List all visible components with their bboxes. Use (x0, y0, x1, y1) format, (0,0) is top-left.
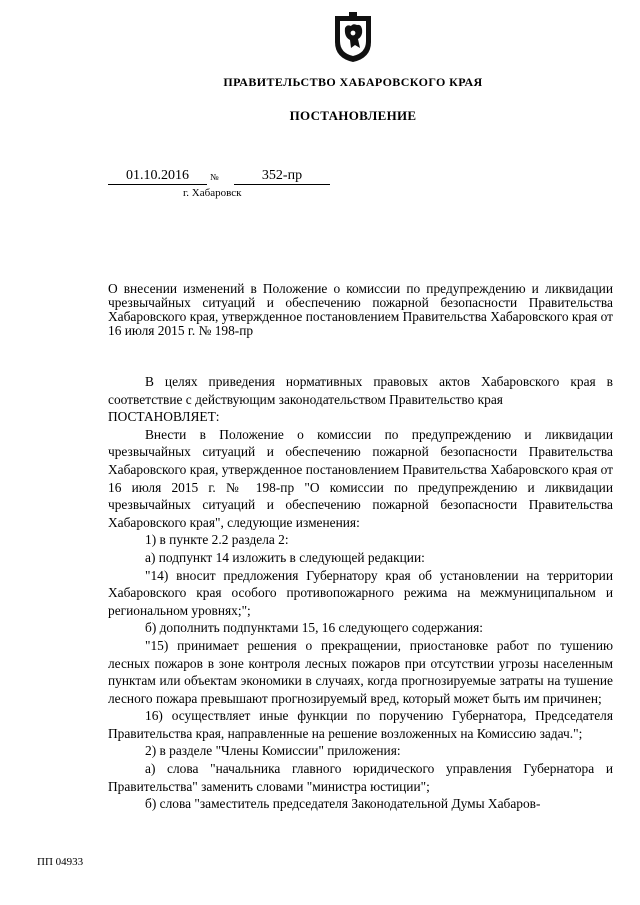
paragraph: "15) принимает решения о прекращении, приостановке работ по тушению лесных пожаров в зоне контроля лесных пожаров при отсутствии угрозы населенным пунктам или объектам экономики в случаях, когда прогнозируемые затраты на тушение лесного пожара превышают прогнозируемый вред, который может быть им причинен; (108, 637, 613, 706)
paragraph: а) подпункт 14 изложить в следующей редакции: (145, 549, 425, 565)
document-number: 352-пр (234, 167, 330, 185)
paragraph: 2) в разделе "Члены Комиссии" приложения: (145, 743, 401, 759)
number-sign: № (210, 172, 219, 182)
paragraph: б) дополнить подпунктами 15, 16 следующего содержания: (145, 620, 484, 636)
paragraph: Внести в Положение о комиссии по предупреждению и ликвидации чрезвычайных ситуаций и обеспечению пожарной безопасности Правительства Хабаровского края, утвержденное постановлением Правительства Хабаровского края от 16 июля 2015 г. № 198-пр "О комиссии по предупреждению и ликвидации чрезвычайных ситуаций и обеспечению пожарной безопасности Правительства Хабаровского края", следующие изменения: (108, 426, 613, 530)
document-date: 01.10.2016 (108, 167, 207, 185)
coat-of-arms-icon (331, 12, 375, 64)
decree-word: ПОСТАНОВЛЯЕТ: (108, 409, 220, 425)
paragraph: "14) вносит предложения Губернатору края об установлении на территории Хабаровского края особого противопожарного режима на межмуниципальном и региональном уровнях;"; (108, 567, 613, 618)
paragraph: 1) в пункте 2.2 раздела 2: (145, 532, 289, 548)
document-title: О внесении изменений в Положение о комиссии по предупреждению и ликвидации чрезвычайных ситуаций и обеспечению пожарной безопасности Правительства Хабаровского края, утвержденное постановлением Правительства Хабаровского края от 16 июля 2015 г. № 198-пр (108, 281, 613, 338)
paragraph: а) слова "начальника главного юридического управления Губернатора и Правительства" заменить словами "министра юстиции"; (108, 761, 613, 794)
paragraph: 16) осуществляет иные функции по поручению Губернатора, Председателя Правительства края, направленные на решение возложенных на Комиссию задач."; (108, 708, 613, 741)
document-type: ПОСТАНОВЛЕНИЕ (289, 108, 417, 123)
government-name: ПРАВИТЕЛЬСТВО ХАБАРОВСКОГО КРАЯ (223, 75, 483, 89)
document-city: г. Хабаровск (183, 187, 242, 199)
footer-code: ПП 04933 (37, 856, 84, 868)
paragraph: В целях приведения нормативных правовых актов Хабаровского края в соответствие с действующим законодательством Правительство края (108, 374, 613, 407)
paragraph: б) слова "заместитель председателя Законодательной Думы Хабаров- (145, 796, 541, 812)
document-body (108, 373, 613, 813)
